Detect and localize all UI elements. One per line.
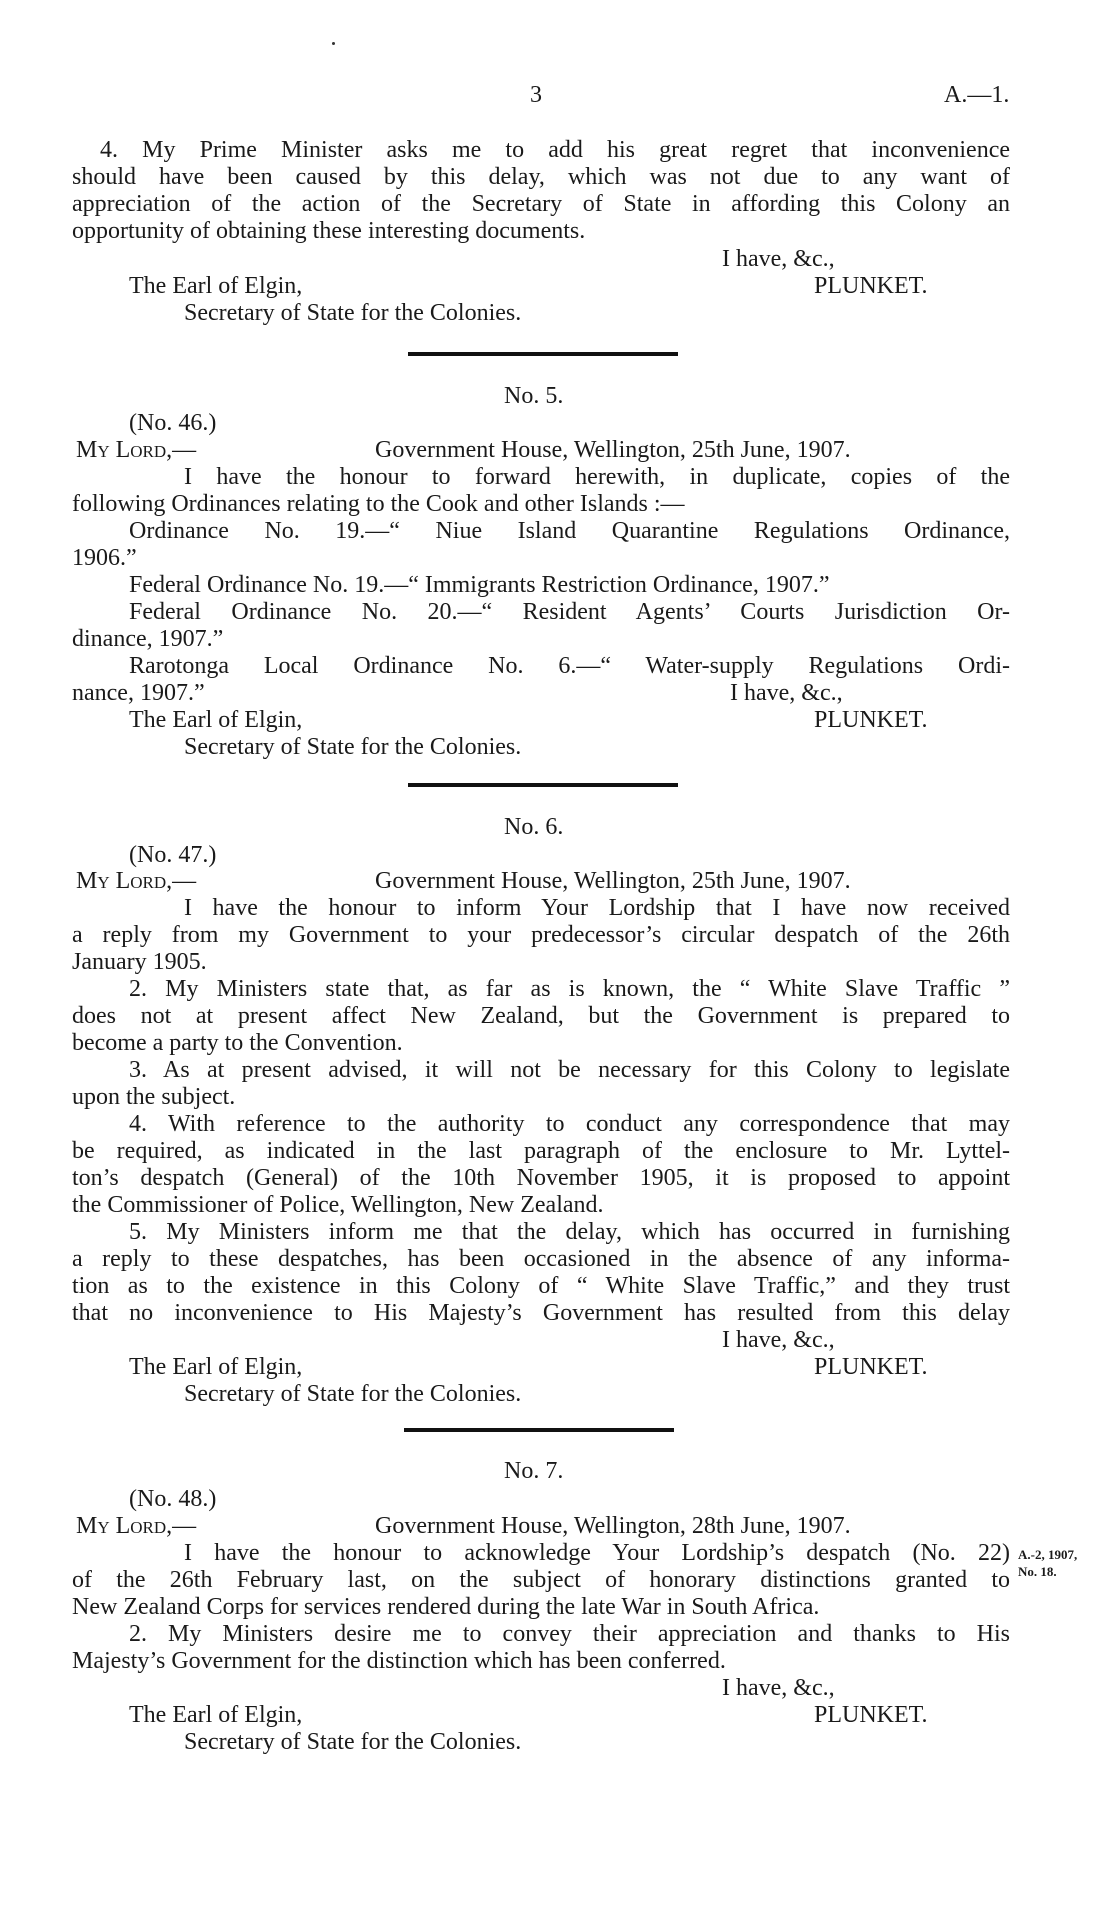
signature: PLUNKET. — [814, 1702, 928, 1728]
no5-line: I have the honour to forward herewith, in duplicate, copies of the — [184, 464, 1010, 490]
salutation: My Lord,— — [76, 868, 197, 894]
addressee-name: The Earl of Elgin, — [129, 273, 303, 299]
no6-line: a reply from my Government to your predecessor’s circular despatch of the 26th — [72, 922, 1010, 948]
place-date: Government House, Wellington, 28th June, 1907. — [375, 1513, 851, 1539]
no5-line: Ordinance No. 19.—“ Niue Island Quarantine Regulations Ordinance, — [129, 518, 1010, 544]
no7-line: New Zealand Corps for services rendered during the late War in South Africa. — [72, 1594, 820, 1620]
no7-line: I have the honour to acknowledge Your Lordship’s despatch (No. 22) — [184, 1540, 1010, 1566]
no6-line: 2. My Ministers state that, as far as is known, the “ White Slave Traffic ” — [129, 976, 1010, 1002]
place-date: Government House, Wellington, 25th June, 1907. — [375, 868, 851, 894]
no6-line: ton’s despatch (General) of the 10th November 1905, it is proposed to appoint — [72, 1165, 1010, 1191]
margin-note: A.-2, 1907, — [1018, 1547, 1078, 1562]
section-heading: No. 6. — [504, 814, 564, 840]
no5-line: nance, 1907.” — [72, 680, 205, 706]
sec4-line: 4. My Prime Minister asks me to add his great regret that inconvenience — [100, 137, 1010, 163]
despatch-number: (No. 47.) — [129, 842, 217, 868]
section-divider — [408, 783, 678, 787]
no5-line: dinance, 1907.” — [72, 626, 224, 652]
despatch-number: (No. 48.) — [129, 1486, 217, 1512]
page-number: 3 — [530, 82, 542, 108]
no6-line: January 1905. — [72, 949, 207, 975]
no6-line: 4. With reference to the authority to conduct any correspondence that may — [129, 1111, 1010, 1137]
no5-line: Federal Ordinance No. 20.—“ Resident Agents’ Courts Jurisdiction Or- — [129, 599, 1010, 625]
sec4-line: opportunity of obtaining these interesting documents. — [72, 218, 586, 244]
no6-line: upon the subject. — [72, 1084, 236, 1110]
no7-line: Majesty’s Government for the distinction which has been conferred. — [72, 1648, 726, 1674]
no6-line: become a party to the Convention. — [72, 1030, 403, 1056]
no6-line: a reply to these despatches, has been occasioned in the absence of any informa- — [72, 1246, 1010, 1272]
page-reference: A.—1. — [944, 82, 1010, 108]
no6-line: that no inconvenience to His Majesty’s Government has resulted from this delay — [72, 1300, 1010, 1326]
signature: PLUNKET. — [814, 273, 928, 299]
salutation: My Lord,— — [76, 1513, 197, 1539]
closing-phrase: I have, &c., — [730, 680, 843, 706]
signature: PLUNKET. — [814, 707, 928, 733]
no5-line: following Ordinances relating to the Cook and other Islands :— — [72, 491, 685, 517]
no5-line: 1906.” — [72, 545, 137, 571]
signature: PLUNKET. — [814, 1354, 928, 1380]
despatch-number: (No. 46.) — [129, 410, 217, 436]
section-heading: No. 7. — [504, 1458, 564, 1484]
addressee-title: Secretary of State for the Colonies. — [184, 300, 522, 326]
salutation: My Lord,— — [76, 437, 197, 463]
no6-line: 3. As at present advised, it will not be necessary for this Colony to legislate — [129, 1057, 1010, 1083]
addressee-name: The Earl of Elgin, — [129, 1354, 303, 1380]
no6-line: does not at present affect New Zealand, but the Government is prepared to — [72, 1003, 1010, 1029]
no6-line: be required, as indicated in the last paragraph of the enclosure to Mr. Lyttel- — [72, 1138, 1010, 1164]
place-date: Government House, Wellington, 25th June, 1907. — [375, 437, 851, 463]
margin-note: No. 18. — [1018, 1564, 1057, 1579]
addressee-title: Secretary of State for the Colonies. — [184, 1381, 522, 1407]
no7-line: 2. My Ministers desire me to convey their appreciation and thanks to His — [129, 1621, 1010, 1647]
addressee-title: Secretary of State for the Colonies. — [184, 734, 522, 760]
sec4-line: appreciation of the action of the Secretary of State in affording this Colony an — [72, 191, 1010, 217]
addressee-name: The Earl of Elgin, — [129, 1702, 303, 1728]
addressee-name: The Earl of Elgin, — [129, 707, 303, 733]
no5-line: Rarotonga Local Ordinance No. 6.—“ Water-supply Regulations Ordi- — [129, 653, 1010, 679]
no6-line: the Commissioner of Police, Wellington, New Zealand. — [72, 1192, 604, 1218]
closing-phrase: I have, &c., — [722, 246, 835, 272]
closing-phrase: I have, &c., — [722, 1327, 835, 1353]
no6-line: 5. My Ministers inform me that the delay, which has occurred in furnishing — [129, 1219, 1010, 1245]
sec4-line: should have been caused by this delay, which was not due to any want of — [72, 164, 1010, 190]
section-divider — [408, 352, 678, 356]
no5-line: Federal Ordinance No. 19.—“ Immigrants Restriction Ordinance, 1907.” — [129, 572, 830, 598]
section-divider — [404, 1428, 674, 1432]
no6-line: I have the honour to inform Your Lordship that I have now received — [184, 895, 1010, 921]
no7-line: of the 26th February last, on the subject of honorary distinctions granted to — [72, 1567, 1010, 1593]
no6-line: tion as to the existence in this Colony of “ White Slave Traffic,” and they trust — [72, 1273, 1010, 1299]
addressee-title: Secretary of State for the Colonies. — [184, 1729, 522, 1755]
speck-mark — [332, 42, 335, 45]
section-heading: No. 5. — [504, 383, 564, 409]
closing-phrase: I have, &c., — [722, 1675, 835, 1701]
